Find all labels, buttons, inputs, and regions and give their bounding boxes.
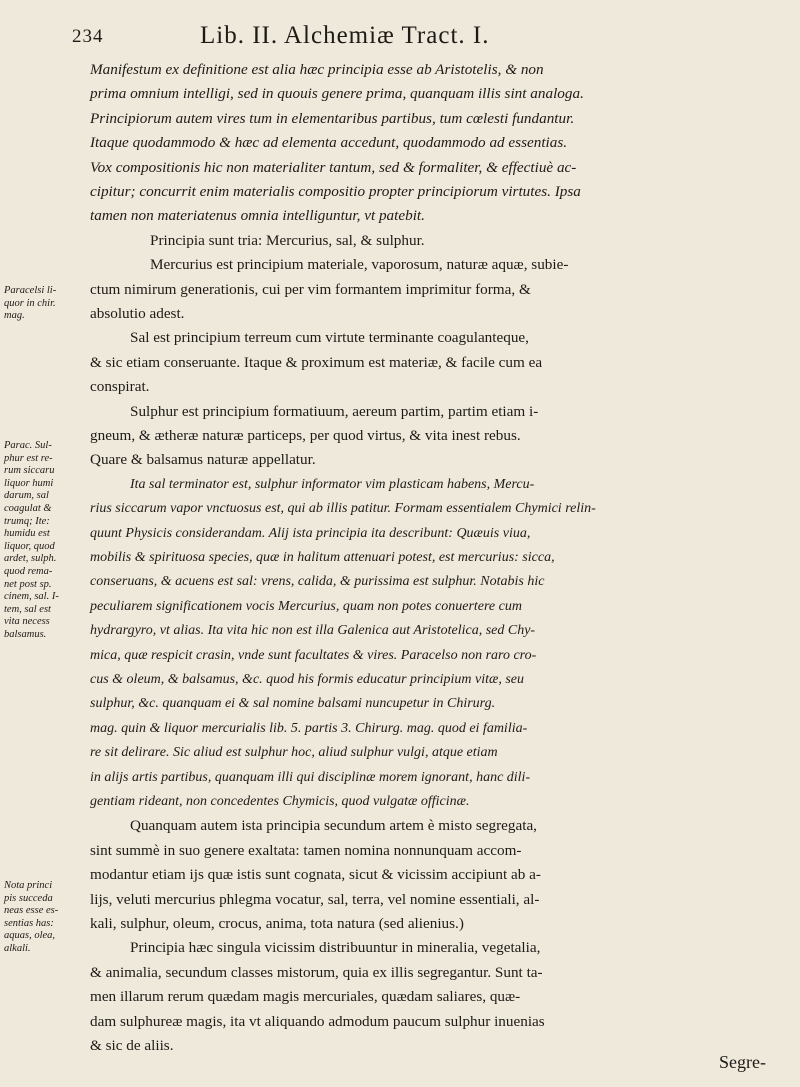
margin-note-line: tem, sal est [4, 603, 51, 615]
margin-note-line: rum siccaru [4, 465, 55, 477]
margin-note-line: neas esse es- [4, 905, 59, 917]
margin-note-line: net post sp. [4, 578, 52, 590]
running-title: Lib. II. Alchemiæ Tract. I. [200, 22, 490, 49]
margin-note-line: quod rema- [4, 566, 53, 577]
margin-note-line: alkali. [4, 943, 31, 954]
margin-note-line: Parac. Sul- [4, 440, 52, 451]
margin-note-line: liquor, quod [4, 540, 55, 552]
text-line: conseruans, & acuens est sal: vrens, calida, & purissima est sulphur. Notabis hic [90, 574, 545, 590]
text-line: ctum nimirum generationis, cui per vim formantem imprimitur forma, & [90, 280, 531, 298]
text-line: sint summè in suo genere exaltata: tamen nomina nonnunquam accom- [90, 841, 522, 859]
text-line: Itaque quodammodo & hæc ad elementa accedunt, quodammodo ad essentias. [90, 134, 568, 152]
text-line: re sit delirare. Sic aliud est sulphur hoc, aliud sulphur vulgi, atque etiam [90, 745, 498, 761]
text-line: & sic de aliis. [90, 1037, 174, 1054]
text-line: tamen non materiatenus omnia intelliguntur, vt patebit. [90, 207, 425, 225]
text-line: mobilis & spirituosa species, quæ in halitum attenuari potest, est mercurius: sicca, [90, 550, 555, 565]
margin-note-line: Paracelsi li- [4, 285, 57, 296]
text-line: kali, sulphur, oleum, crocus, anima, tota natura (sed alienius.) [90, 915, 464, 932]
text-line: cipitur; concurrit enim materialis compositio propter principiorum virtutes. Ipsa [90, 183, 581, 200]
text-line: & animalia, secundum classes mistorum, quia ex illis segregantur. Sunt ta- [90, 963, 543, 981]
text-line: Principia sunt tria: Mercurius, sal, & sulphur. [150, 231, 425, 249]
text-line: men illarum rerum quædam magis mercuriales, quædam saliares, quæ- [90, 988, 521, 1006]
margin-note-line: mag. [4, 310, 25, 322]
margin-note-line: humidu est [4, 528, 50, 540]
margin-note-line: pis succeda [4, 892, 53, 904]
margin-note-line: phur est re- [4, 452, 53, 464]
text-line: modantur etiam ijs quæ istis sunt cognata, sicut & vicissim accipiunt ab a- [90, 866, 541, 884]
text-line: conspirat. [90, 378, 150, 396]
text-line: Sal est principium terreum cum virtute terminante coagulanteque, [130, 329, 529, 347]
margin-note-line: cinem, sal. I- [4, 591, 59, 603]
text-line: lijs, veluti mercurius phlegma vocatur, sal, terra, vel nomine essentiali, al- [90, 890, 540, 908]
text-line: peculiarem significationem vocis Mercurius, quam non potes conuertere cum [90, 598, 522, 614]
margin-note-line: ardet, sulph. [4, 553, 57, 565]
text-line: Quanquam autem ista principia secundum artem è misto segregata, [130, 817, 537, 835]
text-line: mag. quin & liquor mercurialis lib. 5. partis 3. Chirurg. mag. quod ei familia- [90, 720, 528, 736]
text-line: Mercurius est principium materiale, vaporosum, naturæ aquæ, subie- [150, 256, 569, 274]
margin-note-line: coagulat & [4, 503, 52, 514]
text-line: Principiorum autem vires tum in elementaribus partibus, tum cœlesti fundantur. [90, 109, 575, 127]
text-line: quunt Physicis considerandam. Alij ista principia ita describunt: Quæuis viua, [90, 525, 531, 541]
margin-note-line: balsamus. [4, 629, 47, 640]
text-line: Manifestum ex definitione est alia hæc principia esse ab Aristotelis, & non [90, 61, 544, 78]
margin-note-line: darum, sal [4, 490, 49, 502]
text-line: dam sulphureæ magis, ita vt aliquando admodum paucum sulphur inuenias [90, 1012, 545, 1030]
text-line: in alijs artis partibus, quanquam illi qui disciplinæ morem ignorant, hanc dili- [90, 769, 531, 785]
margin-note-line: liquor humi [4, 477, 54, 489]
margin-note-line: quor in chir. [4, 297, 56, 309]
page-number: 234 [72, 26, 104, 47]
text-line: Sulphur est principium formatiuum, aereum partim, partim etiam i- [130, 402, 539, 420]
text-line: prima omnium intelligi, sed in quouis genere prima, quanquam illis sint analoga. [90, 85, 584, 103]
text-line: rius siccarum vapor vnctuosus est, qui ab illis patitur. Formam essentialem Chymici relin- [90, 501, 596, 517]
margin-note-line: sentias has: [4, 917, 54, 929]
text-line: absolutio adest. [90, 305, 185, 322]
margin-note-line: Nota princi [4, 880, 53, 891]
text-line: mica, quæ respicit crasin, vnde sunt facultates & vires. Paracelso non raro cro- [90, 647, 537, 663]
text-line: & sic etiam conseruante. Itaque & proximum est materiæ, & facile cum ea [90, 353, 543, 371]
text-line: gentiam rideant, non concedentes Chymicis, quod vulgatæ officinæ. [90, 794, 470, 809]
margin-note-line: trumq; Ite: [4, 515, 50, 527]
text-line: hydrargyro, vt alias. Ita vita hic non est illa Galenica aut Aristotelica, sed Chy- [90, 623, 536, 639]
running-head [72, 22, 762, 56]
catchword: Segre- [719, 1052, 766, 1072]
text-line: Principia hæc singula vicissim distribuuntur in mineralia, vegetalia, [130, 939, 541, 957]
text-line: Ita sal terminator est, sulphur informator vim plasticam habens, Mercu- [130, 476, 535, 492]
text-line: Quare & balsamus naturæ appellatur. [90, 451, 316, 469]
text-line: Vox compositionis hic non materialiter tantum, sed & formaliter, & effectiuè ac- [90, 158, 577, 176]
text-line: cus & oleum, & balsamus, &c. quod his formis educatur principium vitæ, seu [90, 672, 524, 687]
text-line: sulphur, &c. quanquam ei & sal nomine balsami nuncupetur in Chirurg. [90, 696, 496, 712]
text-line: gneum, & ætheræ naturæ particeps, per quod virtus, & vita inest rebus. [90, 427, 521, 444]
margin-note-line: vita necess [4, 616, 50, 628]
margin-note-line: aquas, olea, [4, 930, 56, 942]
